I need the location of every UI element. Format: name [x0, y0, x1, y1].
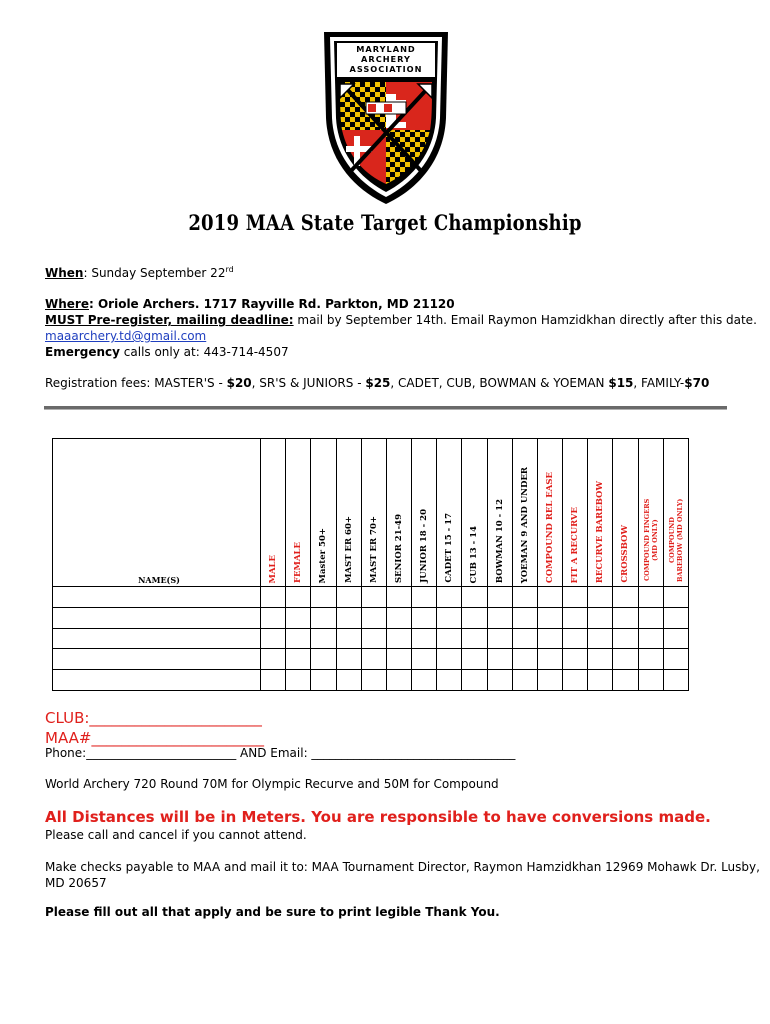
column-header-3 — [336, 439, 361, 587]
column-label: CUB 13 - 14 — [469, 525, 480, 583]
checkbox-cell[interactable] — [613, 649, 638, 670]
final-note: Please fill out all that apply and be sure to print legible Thank You. — [45, 905, 500, 919]
table-row — [53, 607, 689, 628]
checkbox-cell[interactable] — [311, 670, 336, 691]
checkbox-cell[interactable] — [311, 587, 336, 608]
column-header-2 — [311, 439, 336, 587]
checkbox-cell[interactable] — [512, 628, 537, 649]
page-title: 2019 MAA State Target Championship — [188, 210, 582, 235]
checkbox-cell[interactable] — [638, 587, 663, 608]
when-sup: rd — [225, 265, 234, 274]
club-field[interactable]: CLUB:_______________________ — [45, 709, 262, 727]
fee-masters: $20 — [226, 376, 252, 390]
cancel-note: Please call and cancel if you cannot attend. — [45, 828, 307, 842]
checkbox-cell[interactable] — [638, 628, 663, 649]
logo-text-1: MARYLAND — [356, 44, 416, 54]
checkbox-cell[interactable] — [311, 649, 336, 670]
column-label: COMPOUND REL EASE — [544, 471, 555, 583]
checkbox-cell[interactable] — [663, 670, 688, 691]
name-cell[interactable] — [53, 628, 261, 649]
checkbox-cell[interactable] — [336, 607, 361, 628]
checkbox-cell[interactable] — [613, 607, 638, 628]
maryland-archery-association-logo — [320, 22, 452, 208]
column-label: MAST ER 70+ — [368, 516, 379, 583]
checkbox-cell[interactable] — [437, 607, 462, 628]
checkbox-cell[interactable] — [412, 649, 437, 670]
fee-family: $70 — [684, 376, 710, 390]
checkbox-cell[interactable] — [663, 628, 688, 649]
checkbox-cell[interactable] — [361, 628, 386, 649]
checkbox-cell[interactable] — [537, 607, 562, 628]
name-column-header — [53, 439, 261, 587]
checkbox-cell[interactable] — [361, 670, 386, 691]
checkbox-cell[interactable] — [412, 607, 437, 628]
column-header-10 — [512, 439, 537, 587]
column-label: CADET 15 - 17 — [444, 513, 455, 583]
checkbox-cell[interactable] — [412, 587, 437, 608]
checkbox-cell[interactable] — [462, 670, 487, 691]
checkbox-cell[interactable] — [613, 628, 638, 649]
checkbox-cell[interactable] — [437, 649, 462, 670]
checkbox-cell[interactable] — [336, 649, 361, 670]
checkbox-cell[interactable] — [487, 587, 512, 608]
checkbox-cell[interactable] — [588, 649, 613, 670]
checkbox-cell[interactable] — [462, 607, 487, 628]
checkbox-cell[interactable] — [462, 628, 487, 649]
when-label: When — [45, 266, 84, 280]
checkbox-cell[interactable] — [361, 607, 386, 628]
distances-notice: All Distances will be in Meters. You are responsible to have conversions made. — [45, 808, 711, 826]
checkbox-cell[interactable] — [563, 670, 588, 691]
fees-text-1: Registration fees: MASTER'S - — [45, 376, 227, 390]
phone-email-field[interactable]: Phone:_________________________ AND Email: __________________________________ — [45, 746, 516, 760]
logo-text-3: ASSOCIATION — [349, 64, 423, 74]
column-label: COMPOUND FINGERS (MD ONLY) — [642, 498, 659, 582]
column-header-16 — [663, 439, 688, 587]
checkbox-cell[interactable] — [512, 607, 537, 628]
emergency-line — [45, 345, 289, 360]
checkbox-cell[interactable] — [336, 628, 361, 649]
column-label: YOEMAN 9 AND UNDER — [519, 466, 530, 583]
registration-fees — [45, 376, 709, 391]
checkbox-cell[interactable] — [311, 607, 336, 628]
column-header-4 — [361, 439, 386, 587]
when-text: : Sunday September 22 — [83, 266, 226, 280]
checkbox-cell[interactable] — [613, 670, 638, 691]
checkbox-cell[interactable] — [462, 587, 487, 608]
checkbox-cell[interactable] — [537, 587, 562, 608]
checkbox-cell[interactable] — [361, 649, 386, 670]
column-header-14 — [613, 439, 638, 587]
column-label: CROSSBOW — [620, 525, 631, 583]
fees-text-3: , CADET, CUB, BOWMAN & YOEMAN — [390, 376, 609, 390]
column-header-6 — [412, 439, 437, 587]
checkbox-cell[interactable] — [386, 628, 411, 649]
club-maa-block — [45, 708, 264, 748]
checkbox-cell[interactable] — [437, 670, 462, 691]
checkbox-cell[interactable] — [487, 670, 512, 691]
checkbox-cell[interactable] — [386, 607, 411, 628]
checkbox-cell[interactable] — [261, 607, 286, 628]
column-label: FIT A RECURVE — [570, 506, 581, 583]
when-line — [45, 266, 234, 281]
checks-line-1: Make checks payable to MAA and mail it to: MAA Tournament Director, Raymon Hamzidkhan 12969 Mohawk Dr. Lusby, — [45, 860, 760, 874]
column-header-8 — [462, 439, 487, 587]
checkbox-cell[interactable] — [261, 628, 286, 649]
column-header-11 — [537, 439, 562, 587]
preregister-label: MUST Pre-register, mailing deadline: — [45, 313, 294, 327]
column-header-15 — [638, 439, 663, 587]
table-row — [53, 587, 689, 608]
checkbox-cell[interactable] — [487, 649, 512, 670]
column-label: JUNIOR 18 - 20 — [419, 509, 430, 583]
where-line — [45, 297, 455, 312]
checkbox-cell[interactable] — [437, 628, 462, 649]
column-label: FEMALE — [293, 542, 304, 583]
checkbox-cell[interactable] — [563, 649, 588, 670]
checkbox-cell[interactable] — [336, 587, 361, 608]
column-label: Master 50+ — [318, 527, 329, 583]
logo-text-2: ARCHERY — [361, 54, 411, 64]
column-header-1 — [286, 439, 311, 587]
checkbox-cell[interactable] — [588, 628, 613, 649]
checks-line-2: MD 20657 — [45, 876, 107, 890]
checkbox-cell[interactable] — [462, 649, 487, 670]
fees-text-4: , FAMILY- — [633, 376, 685, 390]
column-label: COMPOUND BAREBOW (MD ONLY) — [667, 498, 684, 582]
checkbox-cell[interactable] — [563, 587, 588, 608]
checkbox-cell[interactable] — [537, 649, 562, 670]
checkbox-cell[interactable] — [588, 670, 613, 691]
email-line — [45, 329, 206, 344]
checkbox-cell[interactable] — [588, 587, 613, 608]
checkbox-cell[interactable] — [487, 607, 512, 628]
checkbox-cell[interactable] — [286, 607, 311, 628]
checkbox-cell[interactable] — [638, 670, 663, 691]
checkbox-cell[interactable] — [563, 607, 588, 628]
checkbox-cell[interactable] — [361, 587, 386, 608]
checkbox-cell[interactable] — [663, 587, 688, 608]
checkbox-cell[interactable] — [412, 670, 437, 691]
emergency-label: Emergency — [45, 345, 120, 359]
where-text: : Oriole Archers. 1717 Rayville Rd. Parkton, MD 21120 — [88, 297, 455, 311]
checkbox-cell[interactable] — [437, 587, 462, 608]
column-label: RECURVE BAREBOW — [595, 480, 606, 583]
checkbox-cell[interactable] — [638, 649, 663, 670]
checkbox-cell[interactable] — [537, 670, 562, 691]
checkbox-cell[interactable] — [537, 628, 562, 649]
table-row — [53, 649, 689, 670]
checkbox-cell[interactable] — [613, 587, 638, 608]
fees-text-2: , SR'S & JUNIORS - — [251, 376, 366, 390]
column-header-5 — [386, 439, 411, 587]
column-header-7 — [437, 439, 462, 587]
checkbox-cell[interactable] — [286, 649, 311, 670]
maa-number-field[interactable]: MAA#_______________________ — [45, 729, 264, 747]
column-header-13 — [588, 439, 613, 587]
name-header-label: NAME(S) — [138, 575, 180, 585]
column-header-9 — [487, 439, 512, 587]
world-archery-note: World Archery 720 Round 70M for Olympic Recurve and 50M for Compound — [45, 777, 499, 791]
checkbox-cell[interactable] — [512, 587, 537, 608]
checkbox-cell[interactable] — [563, 628, 588, 649]
checkbox-cell[interactable] — [386, 587, 411, 608]
checkbox-cell[interactable] — [638, 607, 663, 628]
checkbox-cell[interactable] — [261, 587, 286, 608]
checkbox-cell[interactable] — [386, 649, 411, 670]
preregister-text: mail by September 14th. Email Raymon Hamzidkhan directly after this date. — [293, 313, 757, 327]
column-header-0 — [261, 439, 286, 587]
column-label: BOWMAN 10 - 12 — [494, 498, 505, 583]
table-row — [53, 628, 689, 649]
horizontal-rule — [44, 406, 727, 410]
name-cell[interactable] — [53, 587, 261, 608]
table-row — [53, 670, 689, 691]
name-cell[interactable] — [53, 607, 261, 628]
column-label: MALE — [268, 554, 279, 583]
checkbox-cell[interactable] — [512, 649, 537, 670]
checkbox-cell[interactable] — [588, 607, 613, 628]
checkbox-cell[interactable] — [311, 628, 336, 649]
checkbox-cell[interactable] — [286, 628, 311, 649]
name-cell[interactable] — [53, 649, 261, 670]
preregister-line — [45, 313, 757, 328]
fee-youth: $15 — [608, 376, 634, 390]
name-cell[interactable] — [53, 670, 261, 691]
column-label: MAST ER 60+ — [343, 516, 354, 583]
checkbox-cell[interactable] — [386, 670, 411, 691]
checkbox-cell[interactable] — [261, 649, 286, 670]
column-label: SENIOR 21-49 — [393, 514, 404, 583]
column-header-12 — [563, 439, 588, 587]
checkbox-cell[interactable] — [663, 607, 688, 628]
checkbox-cell[interactable] — [336, 670, 361, 691]
checkbox-cell[interactable] — [412, 628, 437, 649]
checkbox-cell[interactable] — [487, 628, 512, 649]
checkbox-cell[interactable] — [512, 670, 537, 691]
checkbox-cell[interactable] — [286, 587, 311, 608]
table-header-row — [53, 439, 689, 587]
fee-seniors-juniors: $25 — [365, 376, 391, 390]
checkbox-cell[interactable] — [261, 670, 286, 691]
checkbox-cell[interactable] — [663, 649, 688, 670]
checkbox-cell[interactable] — [286, 670, 311, 691]
email-link[interactable]: maaarchery.td@gmail.com — [45, 329, 207, 343]
registration-table — [52, 438, 689, 691]
where-label: Where — [45, 297, 89, 311]
emergency-text: calls only at: 443-714-4507 — [119, 345, 289, 359]
